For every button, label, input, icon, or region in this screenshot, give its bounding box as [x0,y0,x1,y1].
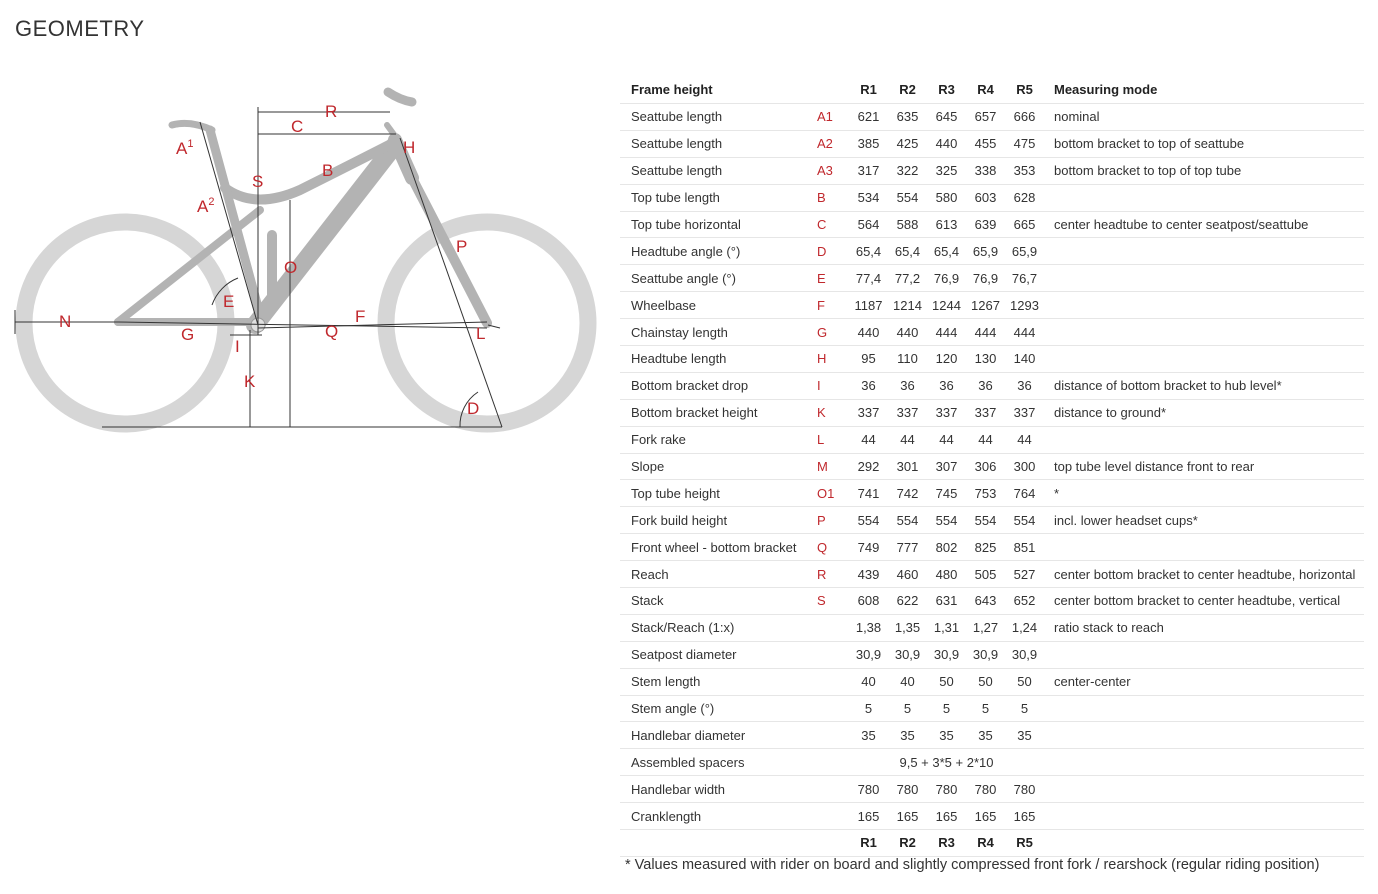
row-value: 35 [849,722,888,749]
row-value: 306 [966,453,1005,480]
row-value: 65,4 [927,238,966,265]
row-value: 140 [1005,346,1044,373]
row-value: 292 [849,453,888,480]
table-row [620,722,1364,749]
row-value: 505 [966,561,1005,588]
row-value: 741 [849,480,888,507]
row-name: Headtube length [620,346,817,373]
row-value: 608 [849,588,888,615]
row-name: Top tube height [620,480,817,507]
row-value: 5 [966,695,1005,722]
table-row [620,480,1364,507]
row-value: 30,9 [927,641,966,668]
bike-geometry-diagram [0,60,610,460]
label-e: E [223,292,235,311]
row-value: 40 [888,668,927,695]
label-r: R [325,102,338,121]
row-value: 120 [927,346,966,373]
table-row [620,372,1364,399]
row-code: G [817,319,849,346]
row-name: Assembled spacers [620,749,817,776]
row-code: F [817,292,849,319]
row-name: Seattube length [620,104,817,131]
row-value: 44 [927,426,966,453]
row-mode: incl. lower headset cups* [1044,507,1364,534]
footer-size: R3 [927,830,966,857]
row-mode [1044,265,1364,292]
row-value: 36 [966,372,1005,399]
row-value: 30,9 [849,641,888,668]
row-code: I [817,372,849,399]
row-name: Cranklength [620,803,817,830]
row-value: 36 [888,372,927,399]
row-name: Slope [620,453,817,480]
row-value: 1267 [966,292,1005,319]
label-d: D [467,399,480,418]
row-value: 77,2 [888,265,927,292]
row-value: 5 [1005,695,1044,722]
row-value: 44 [849,426,888,453]
row-value: 764 [1005,480,1044,507]
row-value: 317 [849,157,888,184]
row-value: 165 [888,803,927,830]
table-row [620,561,1364,588]
row-value: 527 [1005,561,1044,588]
row-value: 554 [888,184,927,211]
table-row [620,614,1364,641]
label-i: I [235,337,240,356]
table-row [620,749,1364,776]
row-value: 50 [927,668,966,695]
row-code [817,668,849,695]
row-mode: center headtube to center seatpost/seattube [1044,211,1364,238]
row-code: B [817,184,849,211]
table-row [620,507,1364,534]
table-row [620,184,1364,211]
row-name: Stack/Reach (1:x) [620,614,817,641]
row-mode: bottom bracket to top of seattube [1044,130,1364,157]
label-f: F [355,307,366,326]
row-mode: distance to ground* [1044,399,1364,426]
row-code: A1 [817,104,849,131]
row-value: 36 [1005,372,1044,399]
row-name: Top tube length [620,184,817,211]
row-value: 30,9 [888,641,927,668]
row-value: 1214 [888,292,927,319]
row-value: 588 [888,211,927,238]
table-row [620,695,1364,722]
table-row [620,641,1364,668]
row-mode [1044,319,1364,346]
row-name: Chainstay length [620,319,817,346]
label-a2: $A^2$ [197,196,215,216]
row-code: A2 [817,130,849,157]
row-value: 1293 [1005,292,1044,319]
row-value: 30,9 [966,641,1005,668]
row-code [817,803,849,830]
row-mode [1044,722,1364,749]
footer-size: R2 [888,830,927,857]
row-value: 1244 [927,292,966,319]
row-value: 65,9 [1005,238,1044,265]
row-value: 460 [888,561,927,588]
row-value: 1,24 [1005,614,1044,641]
row-value: 444 [927,319,966,346]
header-measuring-mode: Measuring mode [1044,75,1364,104]
row-name: Seattube length [620,130,817,157]
row-name: Seattube angle (°) [620,265,817,292]
row-value: 777 [888,534,927,561]
row-value: 35 [1005,722,1044,749]
table-header-row [620,75,1364,104]
row-name: Handlebar diameter [620,722,817,749]
row-value: 440 [888,319,927,346]
row-value: 444 [966,319,1005,346]
row-value: 35 [888,722,927,749]
row-value: 780 [927,776,966,803]
table-footer-row [620,830,1364,857]
row-value: 780 [966,776,1005,803]
row-value: 165 [966,803,1005,830]
row-value: 5 [888,695,927,722]
row-value: 851 [1005,534,1044,561]
row-name: Stem angle (°) [620,695,817,722]
row-mode [1044,776,1364,803]
row-code: K [817,399,849,426]
label-h: H [403,138,416,157]
row-value: 564 [849,211,888,238]
row-mode: center bottom bracket to center headtube, vertical [1044,588,1364,615]
table-row [620,453,1364,480]
row-mode [1044,292,1364,319]
row-code: P [817,507,849,534]
row-name: Wheelbase [620,292,817,319]
row-value: 825 [966,534,1005,561]
row-name: Headtube angle (°) [620,238,817,265]
label-a1: $A^1$ [176,138,194,158]
row-name: Stem length [620,668,817,695]
row-value: 337 [849,399,888,426]
row-value: 554 [927,507,966,534]
row-value: 440 [927,130,966,157]
table-row [620,534,1364,561]
row-value: 353 [1005,157,1044,184]
footer-size: R5 [1005,830,1044,857]
label-q: Q [325,322,339,341]
row-value: 322 [888,157,927,184]
measurement-lines [15,107,502,427]
row-value: 480 [927,561,966,588]
row-value: 639 [966,211,1005,238]
row-value: 337 [927,399,966,426]
row-value: 1,35 [888,614,927,641]
row-mode: ratio stack to reach [1044,614,1364,641]
row-value: 455 [966,130,1005,157]
label-g: G [181,325,195,344]
row-name: Bottom bracket drop [620,372,817,399]
geometry-table [620,75,1364,857]
header-frame-height: Frame height [620,75,817,104]
table-row [620,426,1364,453]
row-mode [1044,238,1364,265]
row-value: 580 [927,184,966,211]
label-c: C [291,117,304,136]
row-value: 613 [927,211,966,238]
row-mode: center bottom bracket to center headtube, horizontal [1044,561,1364,588]
row-mode: center-center [1044,668,1364,695]
row-value: 44 [966,426,1005,453]
row-mode [1044,749,1364,776]
row-code [817,722,849,749]
row-value: 301 [888,453,927,480]
row-mode: distance of bottom bracket to hub level* [1044,372,1364,399]
row-value: 657 [966,104,1005,131]
row-mode [1044,695,1364,722]
row-value: 652 [1005,588,1044,615]
row-value: 44 [1005,426,1044,453]
row-value: 622 [888,588,927,615]
row-value: 65,9 [966,238,1005,265]
row-code: E [817,265,849,292]
row-value: 439 [849,561,888,588]
row-code: S [817,588,849,615]
table-row [620,265,1364,292]
label-b: B [322,161,334,180]
row-value: 780 [849,776,888,803]
row-value: 44 [888,426,927,453]
table-row [620,803,1364,830]
header-size: R2 [888,75,927,104]
row-value: 753 [966,480,1005,507]
label-s: S [252,172,264,191]
row-value: 603 [966,184,1005,211]
header-size: R3 [927,75,966,104]
row-code: D [817,238,849,265]
footer-size: R4 [966,830,1005,857]
row-name: Front wheel - bottom bracket [620,534,817,561]
row-mode: bottom bracket to top of top tube [1044,157,1364,184]
row-value: 742 [888,480,927,507]
row-name: Top tube horizontal [620,211,817,238]
label-o: O [284,258,298,277]
row-name: Seatpost diameter [620,641,817,668]
row-value: 110 [888,346,927,373]
row-value: 385 [849,130,888,157]
row-merged-value: 9,5 + 3*5 + 2*10 [849,749,1044,776]
row-value: 666 [1005,104,1044,131]
row-code: L [817,426,849,453]
row-value: 36 [927,372,966,399]
row-value: 325 [927,157,966,184]
row-value: 40 [849,668,888,695]
row-code [817,749,849,776]
label-k: K [244,372,256,391]
row-value: 50 [966,668,1005,695]
table-row [620,104,1364,131]
header-size: R1 [849,75,888,104]
table-row [620,238,1364,265]
row-value: 165 [1005,803,1044,830]
row-code: Q [817,534,849,561]
row-code: A3 [817,157,849,184]
row-mode: * [1044,480,1364,507]
row-value: 554 [966,507,1005,534]
row-name: Fork rake [620,426,817,453]
row-value: 425 [888,130,927,157]
row-value: 1,27 [966,614,1005,641]
row-value: 337 [888,399,927,426]
row-code [817,776,849,803]
table-row [620,319,1364,346]
row-value: 95 [849,346,888,373]
row-value: 643 [966,588,1005,615]
row-value: 745 [927,480,966,507]
row-value: 165 [849,803,888,830]
row-code: M [817,453,849,480]
row-value: 30,9 [1005,641,1044,668]
row-code [817,614,849,641]
row-value: 1,38 [849,614,888,641]
row-value: 36 [849,372,888,399]
page-title: GEOMETRY [15,16,145,41]
row-value: 1,31 [927,614,966,641]
row-value: 444 [1005,319,1044,346]
row-value: 802 [927,534,966,561]
row-value: 780 [888,776,927,803]
row-value: 780 [1005,776,1044,803]
row-value: 307 [927,453,966,480]
row-value: 130 [966,346,1005,373]
row-mode [1044,803,1364,830]
row-value: 1187 [849,292,888,319]
row-value: 621 [849,104,888,131]
row-value: 76,9 [966,265,1005,292]
row-name: Handlebar width [620,776,817,803]
table-row [620,130,1364,157]
row-mode [1044,534,1364,561]
table-row [620,588,1364,615]
row-value: 300 [1005,453,1044,480]
row-value: 635 [888,104,927,131]
row-value: 631 [927,588,966,615]
table-row [620,292,1364,319]
row-value: 554 [888,507,927,534]
row-value: 76,9 [927,265,966,292]
table-row [620,211,1364,238]
row-name: Seattube length [620,157,817,184]
row-value: 628 [1005,184,1044,211]
row-value: 5 [927,695,966,722]
row-value: 77,4 [849,265,888,292]
row-value: 35 [927,722,966,749]
row-value: 35 [966,722,1005,749]
row-value: 65,4 [888,238,927,265]
row-value: 554 [849,507,888,534]
label-n: N [59,312,72,331]
row-value: 76,7 [1005,265,1044,292]
row-value: 337 [1005,399,1044,426]
row-code: R [817,561,849,588]
row-value: 665 [1005,211,1044,238]
label-p: P [456,237,468,256]
row-mode: top tube level distance front to rear [1044,453,1364,480]
row-value: 554 [1005,507,1044,534]
row-value: 5 [849,695,888,722]
table-row [620,668,1364,695]
row-value: 749 [849,534,888,561]
table-row [620,399,1364,426]
row-value: 165 [927,803,966,830]
row-code: O1 [817,480,849,507]
row-mode [1044,641,1364,668]
row-value: 65,4 [849,238,888,265]
row-mode [1044,426,1364,453]
row-name: Stack [620,588,817,615]
row-mode: nominal [1044,104,1364,131]
table-body [620,104,1364,830]
row-value: 50 [1005,668,1044,695]
header-size: R5 [1005,75,1044,104]
row-name: Bottom bracket height [620,399,817,426]
row-code [817,695,849,722]
row-value: 337 [966,399,1005,426]
row-mode [1044,346,1364,373]
table-row [620,157,1364,184]
row-name: Reach [620,561,817,588]
footnote: * Values measured with rider on board and slightly compressed front fork / rearshock (regular riding position) [625,857,1320,873]
row-value: 475 [1005,130,1044,157]
row-value: 338 [966,157,1005,184]
row-mode [1044,184,1364,211]
label-l: L [476,324,486,343]
header-size: R4 [966,75,1005,104]
table-row [620,346,1364,373]
row-code: H [817,346,849,373]
row-name: Fork build height [620,507,817,534]
row-code [817,641,849,668]
footer-size: R1 [849,830,888,857]
row-value: 440 [849,319,888,346]
row-value: 645 [927,104,966,131]
row-code: C [817,211,849,238]
row-value: 534 [849,184,888,211]
table-row [620,776,1364,803]
